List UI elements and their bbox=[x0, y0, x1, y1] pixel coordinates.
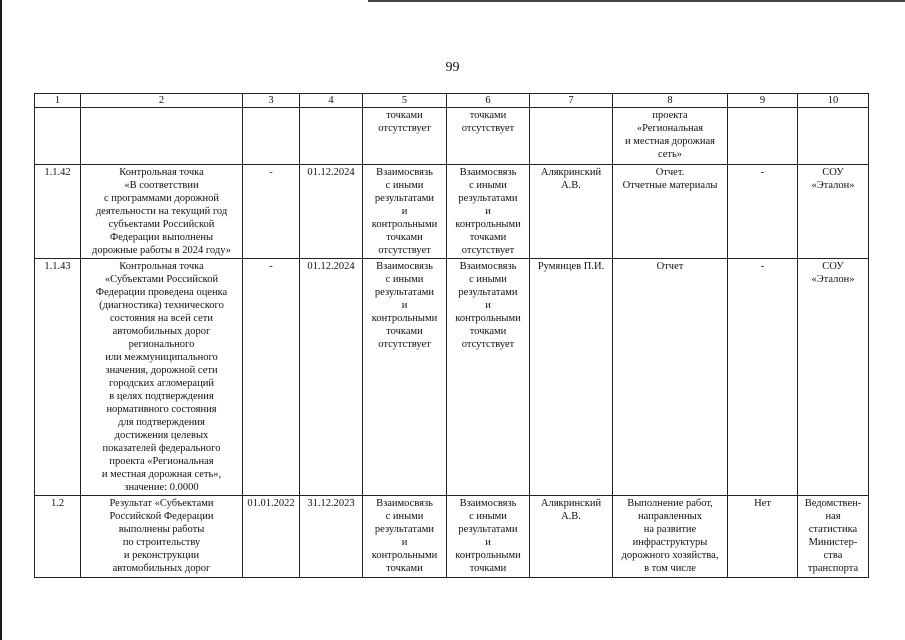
cell-successors: Взаимосвязь с иными результатами и контрольными точками bbox=[447, 496, 530, 578]
column-number: 2 bbox=[81, 94, 243, 108]
cell-successors: Взаимосвязь с иными результатами и контрольными точками отсутствует bbox=[447, 165, 530, 259]
cell-end-date: 01.12.2024 bbox=[300, 259, 363, 496]
column-number: 9 bbox=[728, 94, 798, 108]
cell-number: 1.1.43 bbox=[35, 259, 81, 496]
column-number: 3 bbox=[243, 94, 300, 108]
cell-responsible: Алякринский А.В. bbox=[530, 165, 613, 259]
cell-start-date bbox=[243, 108, 300, 165]
cell-start-date: - bbox=[243, 165, 300, 259]
plan-table bbox=[34, 93, 869, 578]
cell-name: Контрольная точка «В соответствии с программами дорожной деятельности на текущий год субъектами Российской Федерации выполнены дорожные работы в 2024 году» bbox=[81, 165, 243, 259]
cell-document: Выполнение работ, направленных на развитие инфраструктуры дорожного хозяйства, в том числе bbox=[613, 496, 728, 578]
column-number: 7 bbox=[530, 94, 613, 108]
cell-number: 1.1.42 bbox=[35, 165, 81, 259]
cell-document: Отчет bbox=[613, 259, 728, 496]
cell-flag: - bbox=[728, 165, 798, 259]
cell-successors: точками отсутствует bbox=[447, 108, 530, 165]
column-number: 6 bbox=[447, 94, 530, 108]
column-number: 1 bbox=[35, 94, 81, 108]
table-row bbox=[35, 496, 869, 578]
cell-flag: - bbox=[728, 259, 798, 496]
table-row bbox=[35, 165, 869, 259]
cell-end-date: 01.12.2024 bbox=[300, 165, 363, 259]
page-top-edge bbox=[368, 0, 905, 2]
cell-predecessors: Взаимосвязь с иными результатами и контрольными точками bbox=[363, 496, 447, 578]
cell-document: Отчет. Отчетные материалы bbox=[613, 165, 728, 259]
column-number: 8 bbox=[613, 94, 728, 108]
cell-start-date: 01.01.2022 bbox=[243, 496, 300, 578]
cell-info-system: Ведомствен- ная статистика Министер- ства транспорта bbox=[798, 496, 869, 578]
cell-start-date: - bbox=[243, 259, 300, 496]
cell-info-system: СОУ «Эталон» bbox=[798, 165, 869, 259]
column-number-row bbox=[35, 94, 869, 108]
cell-number bbox=[35, 108, 81, 165]
cell-flag: Нет bbox=[728, 496, 798, 578]
cell-name: Результат «Субъектами Российской Федерации выполнены работы по строительству и реконструкции автомобильных дорог bbox=[81, 496, 243, 578]
cell-document: проекта «Региональная и местная дорожная сеть» bbox=[613, 108, 728, 165]
table-row bbox=[35, 259, 869, 496]
cell-predecessors: точками отсутствует bbox=[363, 108, 447, 165]
cell-info-system bbox=[798, 108, 869, 165]
cell-end-date: 31.12.2023 bbox=[300, 496, 363, 578]
table-row bbox=[35, 108, 869, 165]
cell-predecessors: Взаимосвязь с иными результатами и контрольными точками отсутствует bbox=[363, 165, 447, 259]
page-number: 99 bbox=[445, 60, 460, 75]
cell-flag bbox=[728, 108, 798, 165]
page-left-edge bbox=[0, 0, 2, 640]
cell-name: Контрольная точка «Субъектами Российской Федерации проведена оценка (диагностика) технического состояния на всей сети автомобильных дорог регионального или межмуниципального значения, дорожной сети городских агломераций в целях подтверждения нормативного состояния для подтверждения достижения целевых показателей федерального проекта «Региональная и местная дорожная сеть», значение: 0.0000 bbox=[81, 259, 243, 496]
cell-responsible bbox=[530, 108, 613, 165]
cell-successors: Взаимосвязь с иными результатами и контрольными точками отсутствует bbox=[447, 259, 530, 496]
column-number: 10 bbox=[798, 94, 869, 108]
cell-info-system: СОУ «Эталон» bbox=[798, 259, 869, 496]
column-number: 4 bbox=[300, 94, 363, 108]
cell-responsible: Алякринский А.В. bbox=[530, 496, 613, 578]
cell-responsible: Румянцев П.И. bbox=[530, 259, 613, 496]
cell-end-date bbox=[300, 108, 363, 165]
column-number: 5 bbox=[363, 94, 447, 108]
cell-number: 1.2 bbox=[35, 496, 81, 578]
cell-predecessors: Взаимосвязь с иными результатами и контрольными точками отсутствует bbox=[363, 259, 447, 496]
cell-name bbox=[81, 108, 243, 165]
